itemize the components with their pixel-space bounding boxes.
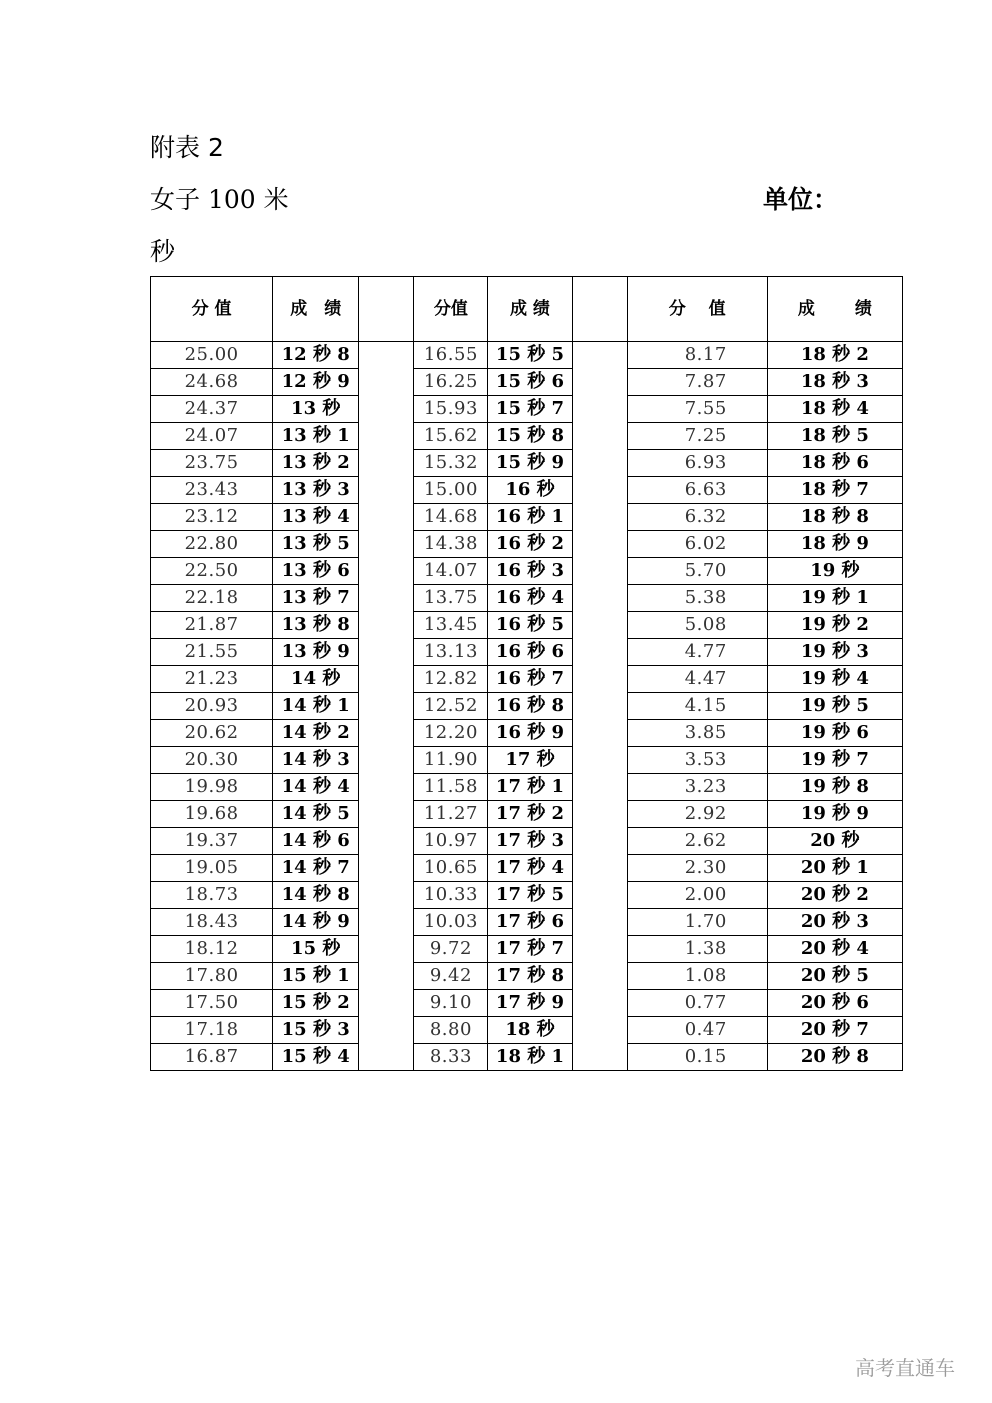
table-row [151, 909, 903, 936]
score-cell: 15.00 [414, 477, 488, 504]
result-cell: 13 秒 2 [273, 450, 359, 477]
result-cell: 16 秒 7 [488, 666, 572, 693]
score-cell: 8.33 [414, 1044, 488, 1071]
result-cell: 18 秒 7 [767, 477, 902, 504]
table-row [151, 531, 903, 558]
score-cell: 24.07 [151, 423, 273, 450]
table-row [151, 963, 903, 990]
result-cell: 18 秒 4 [767, 396, 902, 423]
table-row [151, 396, 903, 423]
table-row [151, 450, 903, 477]
score-cell: 12.82 [414, 666, 488, 693]
score-cell: 12.20 [414, 720, 488, 747]
result-cell: 19 秒 9 [767, 801, 902, 828]
result-cell: 18 秒 9 [767, 531, 902, 558]
table-row [151, 801, 903, 828]
score-cell: 23.43 [151, 477, 273, 504]
column-gap [359, 558, 414, 585]
result-cell: 14 秒 1 [273, 693, 359, 720]
column-gap [359, 1017, 414, 1044]
score-cell: 3.85 [627, 720, 767, 747]
result-cell: 18 秒 1 [488, 1044, 572, 1071]
column-gap [359, 720, 414, 747]
score-cell: 2.00 [627, 882, 767, 909]
score-cell: 20.62 [151, 720, 273, 747]
header-result-2: 成 绩 [488, 277, 572, 342]
table-row [151, 369, 903, 396]
result-cell: 20 秒 3 [767, 909, 902, 936]
column-gap [359, 855, 414, 882]
score-cell: 9.72 [414, 936, 488, 963]
score-cell: 22.18 [151, 585, 273, 612]
column-gap [359, 531, 414, 558]
result-cell: 14 秒 6 [273, 828, 359, 855]
table-row [151, 1017, 903, 1044]
score-cell: 7.87 [627, 369, 767, 396]
result-cell: 19 秒 1 [767, 585, 902, 612]
watermark: 高考直通车 [855, 1356, 955, 1380]
score-cell: 8.17 [627, 342, 767, 369]
score-cell: 12.52 [414, 693, 488, 720]
table-row [151, 693, 903, 720]
column-gap [572, 963, 627, 990]
header-score-2: 分值 [414, 277, 488, 342]
column-gap [359, 1044, 414, 1071]
score-cell: 17.18 [151, 1017, 273, 1044]
column-gap [359, 936, 414, 963]
table-row [151, 342, 903, 369]
column-gap [572, 504, 627, 531]
result-cell: 20 秒 2 [767, 882, 902, 909]
column-gap [572, 558, 627, 585]
column-gap [359, 396, 414, 423]
result-cell: 20 秒 4 [767, 936, 902, 963]
result-cell: 12 秒 8 [273, 342, 359, 369]
result-cell: 15 秒 7 [488, 396, 572, 423]
table-row [151, 585, 903, 612]
result-cell: 14 秒 8 [273, 882, 359, 909]
result-cell: 15 秒 [273, 936, 359, 963]
header-result-3: 成 绩 [767, 277, 902, 342]
score-cell: 24.37 [151, 396, 273, 423]
column-gap [572, 774, 627, 801]
column-gap [572, 936, 627, 963]
column-gap [572, 855, 627, 882]
column-gap [572, 369, 627, 396]
column-gap [359, 666, 414, 693]
score-cell: 7.25 [627, 423, 767, 450]
table-row [151, 882, 903, 909]
table-row [151, 639, 903, 666]
column-gap [572, 450, 627, 477]
column-gap [359, 504, 414, 531]
table-row [151, 990, 903, 1017]
result-cell: 17 秒 6 [488, 909, 572, 936]
column-gap [572, 666, 627, 693]
score-cell: 11.90 [414, 747, 488, 774]
result-cell: 18 秒 3 [767, 369, 902, 396]
score-cell: 16.87 [151, 1044, 273, 1071]
score-cell: 2.92 [627, 801, 767, 828]
result-cell: 14 秒 3 [273, 747, 359, 774]
result-cell: 14 秒 7 [273, 855, 359, 882]
column-gap [359, 477, 414, 504]
score-cell: 4.15 [627, 693, 767, 720]
table-row [151, 558, 903, 585]
result-cell: 16 秒 1 [488, 504, 572, 531]
score-cell: 24.68 [151, 369, 273, 396]
column-gap [359, 585, 414, 612]
column-gap [359, 774, 414, 801]
score-cell: 20.30 [151, 747, 273, 774]
column-gap [572, 693, 627, 720]
table-row [151, 504, 903, 531]
table-row [151, 423, 903, 450]
result-cell: 13 秒 7 [273, 585, 359, 612]
score-cell: 1.38 [627, 936, 767, 963]
appendix-title: 附表 2 [150, 133, 224, 162]
score-cell: 20.93 [151, 693, 273, 720]
result-cell: 14 秒 [273, 666, 359, 693]
column-gap [572, 423, 627, 450]
column-gap [359, 369, 414, 396]
result-cell: 13 秒 3 [273, 477, 359, 504]
score-cell: 4.47 [627, 666, 767, 693]
score-cell: 10.03 [414, 909, 488, 936]
result-cell: 16 秒 4 [488, 585, 572, 612]
table-subtitle: 女子 100 米 [150, 185, 289, 214]
column-gap [572, 828, 627, 855]
table-row [151, 612, 903, 639]
score-cell: 2.62 [627, 828, 767, 855]
result-cell: 18 秒 [488, 1017, 572, 1044]
score-cell: 19.37 [151, 828, 273, 855]
score-cell: 1.08 [627, 963, 767, 990]
result-cell: 17 秒 9 [488, 990, 572, 1017]
score-cell: 14.68 [414, 504, 488, 531]
column-gap [572, 531, 627, 558]
column-gap [359, 423, 414, 450]
score-cell: 10.33 [414, 882, 488, 909]
result-cell: 16 秒 9 [488, 720, 572, 747]
result-cell: 13 秒 9 [273, 639, 359, 666]
score-cell: 0.47 [627, 1017, 767, 1044]
table-row [151, 666, 903, 693]
result-cell: 15 秒 3 [273, 1017, 359, 1044]
result-cell: 15 秒 4 [273, 1044, 359, 1071]
score-cell: 18.12 [151, 936, 273, 963]
result-cell: 18 秒 6 [767, 450, 902, 477]
score-cell: 0.15 [627, 1044, 767, 1071]
column-gap [359, 828, 414, 855]
result-cell: 19 秒 5 [767, 693, 902, 720]
score-cell: 15.62 [414, 423, 488, 450]
result-cell: 20 秒 [767, 828, 902, 855]
score-cell: 3.53 [627, 747, 767, 774]
score-cell: 14.07 [414, 558, 488, 585]
result-cell: 15 秒 6 [488, 369, 572, 396]
score-cell: 15.32 [414, 450, 488, 477]
score-cell: 5.70 [627, 558, 767, 585]
score-cell: 19.98 [151, 774, 273, 801]
result-cell: 13 秒 5 [273, 531, 359, 558]
result-cell: 19 秒 6 [767, 720, 902, 747]
table-header-row [151, 277, 903, 342]
score-cell: 16.55 [414, 342, 488, 369]
score-cell: 5.08 [627, 612, 767, 639]
result-cell: 16 秒 2 [488, 531, 572, 558]
result-cell: 17 秒 7 [488, 936, 572, 963]
result-cell: 17 秒 4 [488, 855, 572, 882]
result-cell: 13 秒 6 [273, 558, 359, 585]
column-gap [572, 990, 627, 1017]
score-cell: 1.70 [627, 909, 767, 936]
score-cell: 6.02 [627, 531, 767, 558]
result-cell: 17 秒 2 [488, 801, 572, 828]
result-cell: 19 秒 2 [767, 612, 902, 639]
header-result-1: 成 绩 [273, 277, 359, 342]
result-cell: 17 秒 8 [488, 963, 572, 990]
result-cell: 13 秒 1 [273, 423, 359, 450]
column-gap [572, 909, 627, 936]
column-gap [359, 801, 414, 828]
result-cell: 15 秒 9 [488, 450, 572, 477]
score-cell: 3.23 [627, 774, 767, 801]
score-cell: 18.73 [151, 882, 273, 909]
score-cell: 23.75 [151, 450, 273, 477]
column-gap [572, 1017, 627, 1044]
column-gap [359, 277, 414, 342]
score-cell: 21.23 [151, 666, 273, 693]
result-cell: 18 秒 2 [767, 342, 902, 369]
score-cell: 11.58 [414, 774, 488, 801]
column-gap [359, 990, 414, 1017]
table-row [151, 747, 903, 774]
column-gap [359, 450, 414, 477]
result-cell: 17 秒 3 [488, 828, 572, 855]
score-cell: 13.45 [414, 612, 488, 639]
result-cell: 15 秒 2 [273, 990, 359, 1017]
table-row [151, 936, 903, 963]
table-row [151, 855, 903, 882]
result-cell: 19 秒 8 [767, 774, 902, 801]
table-row [151, 774, 903, 801]
column-gap [572, 477, 627, 504]
column-gap [572, 342, 627, 369]
result-cell: 13 秒 [273, 396, 359, 423]
column-gap [572, 882, 627, 909]
result-cell: 14 秒 9 [273, 909, 359, 936]
table-row [151, 477, 903, 504]
column-gap [572, 277, 627, 342]
score-cell: 17.80 [151, 963, 273, 990]
score-cell: 8.80 [414, 1017, 488, 1044]
result-cell: 20 秒 5 [767, 963, 902, 990]
result-cell: 16 秒 5 [488, 612, 572, 639]
result-cell: 16 秒 6 [488, 639, 572, 666]
score-cell: 17.50 [151, 990, 273, 1017]
result-cell: 13 秒 8 [273, 612, 359, 639]
table-row [151, 828, 903, 855]
result-cell: 13 秒 4 [273, 504, 359, 531]
result-cell: 19 秒 3 [767, 639, 902, 666]
score-cell: 7.55 [627, 396, 767, 423]
score-cell: 15.93 [414, 396, 488, 423]
result-cell: 15 秒 1 [273, 963, 359, 990]
score-cell: 19.68 [151, 801, 273, 828]
score-cell: 22.50 [151, 558, 273, 585]
score-cell: 9.10 [414, 990, 488, 1017]
score-cell: 23.12 [151, 504, 273, 531]
result-cell: 19 秒 [767, 558, 902, 585]
column-gap [359, 882, 414, 909]
score-cell: 10.65 [414, 855, 488, 882]
result-cell: 16 秒 3 [488, 558, 572, 585]
score-cell: 6.93 [627, 450, 767, 477]
score-cell: 19.05 [151, 855, 273, 882]
result-cell: 15 秒 5 [488, 342, 572, 369]
header-score-1: 分 值 [151, 277, 273, 342]
score-cell: 14.38 [414, 531, 488, 558]
column-gap [572, 396, 627, 423]
column-gap [359, 693, 414, 720]
unit-suffix: 秒 [150, 237, 176, 266]
column-gap [572, 801, 627, 828]
result-cell: 18 秒 8 [767, 504, 902, 531]
result-cell: 17 秒 1 [488, 774, 572, 801]
header-score-3: 分 值 [627, 277, 767, 342]
score-cell: 4.77 [627, 639, 767, 666]
result-cell: 20 秒 1 [767, 855, 902, 882]
table-row [151, 1044, 903, 1071]
score-cell: 13.75 [414, 585, 488, 612]
column-gap [572, 585, 627, 612]
column-gap [572, 639, 627, 666]
result-cell: 14 秒 2 [273, 720, 359, 747]
score-cell: 21.55 [151, 639, 273, 666]
result-cell: 17 秒 [488, 747, 572, 774]
result-cell: 19 秒 4 [767, 666, 902, 693]
result-cell: 19 秒 7 [767, 747, 902, 774]
score-cell: 25.00 [151, 342, 273, 369]
column-gap [359, 342, 414, 369]
score-table [150, 276, 903, 1071]
column-gap [572, 747, 627, 774]
score-cell: 6.63 [627, 477, 767, 504]
column-gap [359, 612, 414, 639]
result-cell: 17 秒 5 [488, 882, 572, 909]
score-cell: 16.25 [414, 369, 488, 396]
score-cell: 21.87 [151, 612, 273, 639]
score-cell: 6.32 [627, 504, 767, 531]
result-cell: 14 秒 5 [273, 801, 359, 828]
column-gap [572, 612, 627, 639]
column-gap [572, 1044, 627, 1071]
score-cell: 11.27 [414, 801, 488, 828]
score-cell: 2.30 [627, 855, 767, 882]
column-gap [572, 720, 627, 747]
result-cell: 14 秒 4 [273, 774, 359, 801]
score-cell: 9.42 [414, 963, 488, 990]
score-cell: 22.80 [151, 531, 273, 558]
column-gap [359, 963, 414, 990]
score-cell: 18.43 [151, 909, 273, 936]
result-cell: 18 秒 5 [767, 423, 902, 450]
result-cell: 20 秒 6 [767, 990, 902, 1017]
score-cell: 13.13 [414, 639, 488, 666]
result-cell: 15 秒 8 [488, 423, 572, 450]
table-row [151, 720, 903, 747]
score-cell: 10.97 [414, 828, 488, 855]
column-gap [359, 909, 414, 936]
unit-label: 单位： [763, 185, 839, 214]
result-cell: 16 秒 [488, 477, 572, 504]
result-cell: 16 秒 8 [488, 693, 572, 720]
result-cell: 20 秒 7 [767, 1017, 902, 1044]
column-gap [359, 747, 414, 774]
result-cell: 20 秒 8 [767, 1044, 902, 1071]
result-cell: 12 秒 9 [273, 369, 359, 396]
score-cell: 5.38 [627, 585, 767, 612]
column-gap [359, 639, 414, 666]
score-cell: 0.77 [627, 990, 767, 1017]
